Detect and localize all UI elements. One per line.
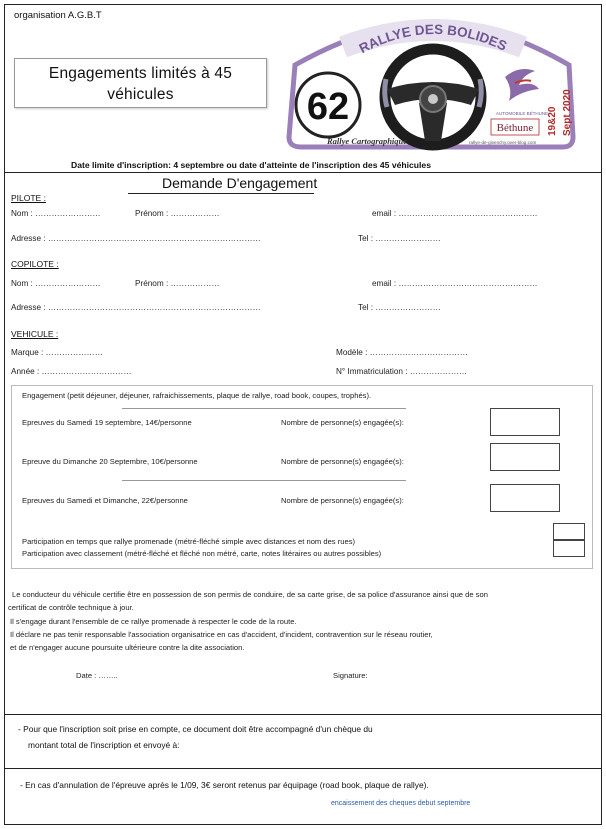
pilote-prenom-field[interactable]: Prénom : ……………… (135, 209, 220, 218)
copilote-tel-field[interactable]: Tel : …………………… (358, 303, 441, 312)
engagement-row-3-label: Epreuves du Samedi et Dimanche, 22€/personne (22, 496, 188, 505)
copilote-adresse-field[interactable]: Adresse : …………………………………………………………………… (11, 303, 261, 312)
participation-classement: Participation avec classement (métré-fléché et fléché non métré, carte, notes litéraires ou autres possibles) (22, 549, 382, 558)
declaration-line-3: Il s'engage durant l'ensemble de ce rallye promenade à respecter le code de la route. (10, 617, 297, 626)
engagement-separator-1 (122, 408, 406, 409)
engagement-intro: Engagement (petit déjeuner, déjeuner, rafraichissements, plaque de rallye, road book, coupes, trophés). (22, 391, 372, 400)
copilote-email-field[interactable]: email : …………………………………………… (372, 279, 538, 288)
engagement-row-1-count-input[interactable] (490, 408, 560, 436)
declaration-line-1: Le conducteur du véhicule certifie être en possession de son permis de conduire, de sa carte grise, de sa police d'assurance ainsi que de son (12, 590, 488, 599)
date-line-2: Sept 2020 (562, 89, 573, 136)
engagement-row-3-count-input[interactable] (490, 484, 560, 512)
participation-promenade: Participation en temps que rallye promenade (métré-fléché simple avec distances et nom des rues) (22, 537, 356, 546)
participation-classement-checkbox[interactable] (553, 540, 585, 557)
copilote-heading: COPILOTE : (11, 259, 59, 269)
engagement-row-2-label: Epreuve du Dimanche 20 Septembre, 10€/personne (22, 457, 198, 466)
declaration-line-2: certificat de contrôle technique à jour. (8, 603, 134, 612)
pilote-adresse-field[interactable]: Adresse : …………………………………………………………………… (11, 234, 261, 243)
engagement-separator-2 (122, 480, 406, 481)
organisation-label: organisation A.G.B.T (14, 10, 102, 21)
vehicule-immat-field[interactable]: N° Immatriculation : ………………… (336, 367, 468, 376)
date-line-1: 19&20 (547, 106, 558, 136)
declaration-line-5: et de n'engager aucune poursuite ultérieure contre la dite association. (10, 643, 245, 652)
cheque-notice-line-1: - Pour que l'inscription soit prise en compte, ce document doit être accompagné d'un chèque du (18, 724, 373, 734)
engagement-row-2-count-input[interactable] (490, 443, 560, 471)
bird-caption: AUTOMOBILE BÉTHUNE (495, 111, 549, 116)
footer-divider-2 (5, 768, 602, 769)
deadline-notice: Date limite d'inscription: 4 septembre ou date d'atteinte de l'inscription des 45 véhicules (71, 160, 431, 170)
engagement-row-3-count-label: Nombre de personne(s) engagée(s): (281, 496, 404, 505)
annulation-notice: - En cas d'annulation de l'épreuve après le 1/09, 3€ seront retenus par équipage (road book, plaque de rallye). (20, 780, 429, 790)
form-title: Demande D'engagement (162, 175, 318, 191)
pilote-nom-field[interactable]: Nom : …………………… (11, 209, 101, 218)
engagement-row-1-count-label: Nombre de personne(s) engagée(s): (281, 418, 404, 427)
limit-line-2: véhicules (107, 86, 174, 103)
cheque-notice-line-2: montant total de l'inscription et envoyé à: (28, 740, 180, 750)
vehicule-marque-field[interactable]: Marque : ………………… (11, 348, 103, 357)
title-underline (128, 193, 314, 194)
engagement-row-2-count-label: Nombre de personne(s) engagée(s): (281, 457, 404, 466)
pilote-email-field[interactable]: email : …………………………………………… (372, 209, 538, 218)
logo-subtitle: Rallye Cartographique (327, 136, 408, 146)
pilote-tel-field[interactable]: Tel : …………………… (358, 234, 441, 243)
copilote-prenom-field[interactable]: Prénom : ……………… (135, 279, 220, 288)
signature-field[interactable]: Signature: (333, 671, 368, 680)
vehicule-heading: VEHICULE : (11, 329, 59, 339)
date-field[interactable]: Date : …….. (76, 671, 118, 680)
declaration-line-4: Il déclare ne pas tenir responsable l'association organisatrice en cas d'accident, d'incident, contravention sur le réseau routier, (10, 630, 433, 639)
header-divider (5, 172, 602, 173)
pilote-heading: PILOTE : (11, 193, 46, 203)
encaissement-note: encaissement des cheques debut septembre (331, 800, 471, 807)
copilote-nom-field[interactable]: Nom : …………………… (11, 279, 101, 288)
limit-line-1: Engagements limités à 45 (48, 65, 233, 82)
vehicule-annee-field[interactable]: Année : …………………………… (11, 367, 132, 376)
footer-divider-1 (5, 714, 602, 715)
logo-blog: rallye-de-givenchy.over-blog.com (469, 140, 537, 145)
rallye-logo (283, 19, 581, 151)
rallye-logo-graphic (283, 19, 581, 151)
participation-promenade-checkbox[interactable] (553, 523, 585, 540)
city-label: Béthune (496, 122, 534, 134)
rallye-number: 62 (306, 86, 350, 128)
limit-notice-box (14, 58, 267, 108)
vehicule-modele-field[interactable]: Modèle : ……………………………… (336, 348, 468, 357)
logo-title-path: RALLYE DES BOLIDES (356, 21, 510, 57)
engagement-row-1-label: Epreuves du Samedi 19 septembre, 14€/personne (22, 418, 192, 427)
